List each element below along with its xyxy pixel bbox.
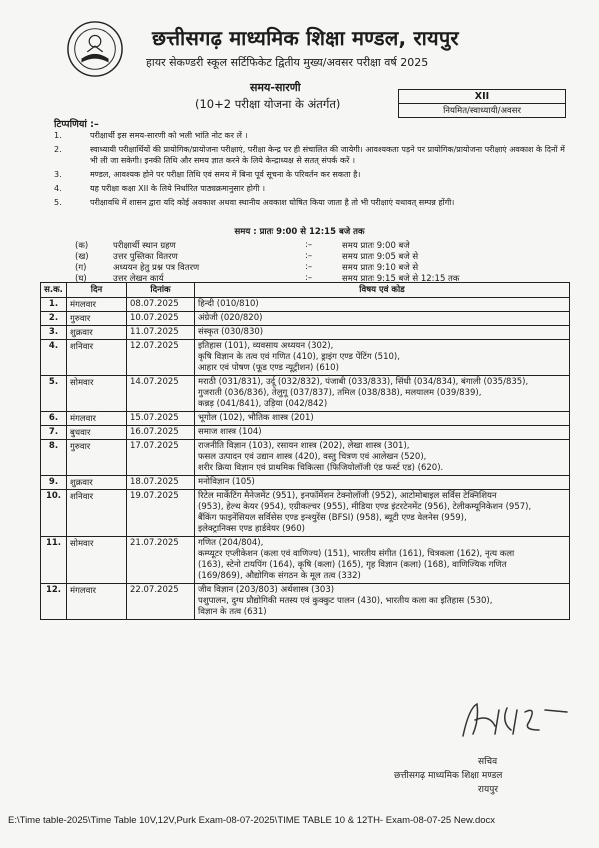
cell-date: 17.07.2025	[127, 440, 195, 476]
activity-name: परीक्षार्थी स्थान ग्रहण	[113, 241, 176, 251]
table-row	[41, 312, 570, 326]
cell-serial: 5.	[41, 376, 67, 412]
notes-list	[54, 130, 569, 211]
cell-date: 14.07.2025	[127, 376, 195, 412]
note-item	[54, 183, 569, 194]
timetable-title: समय-सारणी	[250, 81, 301, 94]
timetable-table	[40, 282, 570, 620]
activity-name: अध्ययन हेतु प्रश्न पत्र वितरण	[113, 263, 200, 273]
cell-subjects	[195, 376, 570, 412]
activity-time: समय प्रातः 9:15 बजे से 12:15 तक	[342, 274, 460, 284]
activity-key: (क)	[75, 241, 89, 251]
note-text: स्वाध्यायी परीक्षार्थियों की प्रायोगिक/प्रायोजना परीक्षाएं, परीक्षा केन्द्र पर ही संचालित की जायेगी। आवश्यकता पड़ने पर प्रायोगिक/प्रायोजना परीक्षाएं अवकाश के दिनों में भी ली जा सकेगी। इनकी तिथि और समय ज्ञात करने के लिये केन्द्राध्यक्ष से सतत् संपर्क करें ।	[90, 145, 565, 165]
cell-day: शुक्रवार	[67, 326, 127, 340]
header-subject: विषय एवं कोड	[195, 283, 570, 298]
cell-subjects	[195, 476, 570, 490]
subject-line: समाज शास्त्र (104)	[198, 427, 262, 437]
activity-dash: :–	[305, 262, 313, 272]
note-number: 3.	[54, 170, 62, 179]
cell-day: सोमवार	[67, 376, 127, 412]
cell-day: गुरुवार	[67, 440, 127, 476]
cell-date: 18.07.2025	[127, 476, 195, 490]
subject-line: शरीर क्रिया विज्ञान एवं प्राथमिक चिकित्सा (फिजियोलॉजी एंड फर्स्ट एड) (620).	[198, 463, 444, 473]
subject-line: बैंकिंग फाइनेंसियल सर्विसेस एण्ड इन्श्युरेंस (BFSI) (958), ब्यूटी एण्ड वेलनेस (959),	[198, 513, 467, 523]
activity-time: समय प्रातः 9:10 बजे से	[342, 263, 419, 273]
subject-line: राजनीति विज्ञान (103), रसायन शास्त्र (202), लेखा शास्त्र (301),	[198, 441, 410, 451]
cell-serial: 2.	[41, 312, 67, 326]
cell-subjects	[195, 298, 570, 312]
cell-date: 11.07.2025	[127, 326, 195, 340]
cell-serial: 4.	[41, 340, 67, 376]
table-row	[41, 298, 570, 312]
cell-day: मंगलवार	[67, 298, 127, 312]
activity-name: उत्तर पुस्तिका वितरण	[113, 252, 178, 262]
board-logo-emblem	[66, 20, 124, 78]
cell-subjects	[195, 440, 570, 476]
cell-date: 21.07.2025	[127, 537, 195, 584]
subject-line: इतिहास (101), व्यवसाय अध्ययन (302),	[198, 341, 334, 351]
activity-key: (घ)	[75, 274, 87, 284]
cell-day: शनिवार	[67, 340, 127, 376]
cell-subjects	[195, 426, 570, 440]
table-row	[41, 584, 570, 620]
subject-line: मराठी (031/831), उर्दू (032/832), पंजाबी (033/833), सिंधी (034/834), बंगाली (035/835),	[198, 377, 529, 387]
note-item	[54, 130, 569, 141]
subject-line: (169/869), औद्योगिक संगठन के मूल तत्व (332)	[198, 571, 361, 581]
note-text: परीक्षावधि में शासन द्वारा यदि कोई अवकाश अथवा स्थानीय अवकाश घोषित किया जाता है तो भी परीक्षाएं यथावत् सम्पन्न होंगी।	[90, 198, 455, 207]
handwritten-signature	[455, 700, 575, 740]
subject-line: फसल उत्पादन एवं उद्यान शास्त्र (420), वस्तु चित्रण एवं आलेखन (520),	[198, 452, 427, 462]
subject-line: भूगोल (102), भौतिक शास्त्र (201)	[198, 413, 314, 423]
category-label: नियमित/स्वाध्यायी/अवसर	[399, 103, 565, 117]
subject-line: अंग्रेजी (020/820)	[198, 313, 263, 323]
subject-line: हिन्दी (010/810)	[198, 299, 259, 309]
table-row	[41, 326, 570, 340]
activity-dash: :–	[305, 240, 313, 250]
cell-subjects	[195, 326, 570, 340]
signatory-organization: छत्तीसगढ़ माध्यमिक शिक्षा मण्डल	[394, 771, 503, 781]
subject-line: आहार एवं पोषण (फूड एण्ड न्यूट्रीशन) (610)	[198, 363, 339, 373]
subject-line: मनोविज्ञान (105)	[198, 477, 255, 487]
subject-line: संस्कृत (030/830)	[198, 327, 264, 337]
cell-subjects	[195, 412, 570, 426]
subject-line: गुजराती (036/836), तेलुगू (037/837), तमिल (038/838), मलयालम (039/839),	[198, 388, 482, 398]
cell-date: 08.07.2025	[127, 298, 195, 312]
activity-dash: :–	[305, 251, 313, 261]
signatory-city: रायपुर	[478, 785, 499, 795]
subject-line: कृषि विज्ञान के तत्व एवं गणित (410), ड्राइंग एण्ड पेंटिंग (510),	[198, 352, 400, 362]
table-row	[41, 537, 570, 584]
cell-subjects	[195, 537, 570, 584]
table-row	[41, 376, 570, 412]
subject-line: कन्नड़ (041/841), उड़िया (042/842)	[198, 399, 328, 409]
exam-title: हायर सेकण्डरी स्कूल सर्टिफिकेट द्वितीय मुख्य/अवसर परीक्षा वर्ष 2025	[146, 56, 429, 69]
note-number: 4.	[54, 184, 62, 193]
cell-serial: 12.	[41, 584, 67, 620]
cell-serial: 8.	[41, 440, 67, 476]
class-box	[398, 89, 566, 118]
cell-date: 10.07.2025	[127, 312, 195, 326]
note-text: मण्डल, आवश्यक होने पर परीक्षा तिथि एवं समय में बिना पूर्व सूचना के परिवर्तन कर सकता है।	[90, 170, 361, 179]
activity-dash: :–	[305, 273, 313, 283]
subject-line: जीव विज्ञान (203/803) अर्थशास्त्र (303)	[198, 585, 335, 595]
cell-date: 19.07.2025	[127, 490, 195, 537]
subject-line: रिटेल मार्केटिंग मैनेजमेंट (951), इनफॉर्मेशन टेक्नोलॉजी (952), आटोमोबाइल सर्विस टेक्निशियन	[198, 491, 497, 501]
note-text: परीक्षार्थी इस समय-सारणी को भली भांति नोट कर लें ।	[90, 131, 248, 140]
table-row	[41, 440, 570, 476]
header-day: दिन	[67, 283, 127, 298]
table-row	[41, 426, 570, 440]
cell-serial: 1.	[41, 298, 67, 312]
class-label: XII	[474, 91, 490, 102]
cell-day: मंगलवार	[67, 412, 127, 426]
cell-day: गुरुवार	[67, 312, 127, 326]
cell-day: बुधवार	[67, 426, 127, 440]
exam-time-line: समय : प्रातः 9:00 से 12:15 बजे तक	[234, 227, 365, 237]
subject-line: (163), स्टेनो टायपिंग (164), कृषि (कला) (165), गृह विज्ञान (कला) (168), वाणिज्यिक गणित	[198, 560, 507, 570]
signatory-role: सचिव	[478, 757, 498, 767]
cell-subjects	[195, 340, 570, 376]
activity-key: (ख)	[75, 252, 89, 262]
cell-subjects	[195, 584, 570, 620]
activity-time: समय प्रातः 9:05 बजे से	[342, 252, 419, 262]
subject-line: विज्ञान के तत्व (631)	[198, 607, 267, 617]
board-name-heading: छत्तीसगढ़ माध्यमिक शिक्षा मण्डल, रायपुर	[152, 26, 459, 50]
table-header-row	[41, 283, 570, 298]
cell-serial: 3.	[41, 326, 67, 340]
activity-key: (ग)	[75, 263, 87, 273]
cell-date: 16.07.2025	[127, 426, 195, 440]
table-row	[41, 340, 570, 376]
cell-serial: 9.	[41, 476, 67, 490]
notes-heading: टिप्पणियां :–	[54, 119, 99, 130]
subject-line: इलेक्ट्रानिक्स एण्ड हार्डवेयर (960)	[198, 524, 305, 534]
cell-subjects	[195, 312, 570, 326]
file-path-footer: E:\Time table-2025\Time Table 10V,12V,Purk Exam-08-07-2025\TIME TABLE 10 & 12TH- Exam-08-07-25 New.docx	[8, 815, 496, 826]
cell-serial: 11.	[41, 537, 67, 584]
cell-date: 15.07.2025	[127, 412, 195, 426]
table-row	[41, 412, 570, 426]
subject-line: कम्प्यूटर एप्लीकेशन (कला एवं वाणिज्य) (151), भारतीय संगीत (161), चित्रकला (162), नृत्य कला	[198, 549, 515, 559]
cell-serial: 6.	[41, 412, 67, 426]
note-number: 1.	[54, 131, 62, 140]
table-row	[41, 476, 570, 490]
note-item	[54, 169, 569, 180]
subject-line: पशुपालन, दुग्ध प्रौद्योगिकी मतस्य एवं कुक्कुट पालन (430), भारतीय कला का इतिहास (530),	[198, 596, 493, 606]
subject-line: (953), हेल्थ केयर (954), एग्रीकल्चर (955), मीडिया एण्ड इंटरटेनमेंट (956), टेलीकम्यूनिकेशन (957),	[198, 502, 532, 512]
note-number: 2.	[54, 145, 62, 154]
scheme-subtitle: (10+2 परीक्षा योजना के अंतर्गत)	[195, 97, 341, 111]
cell-date: 12.07.2025	[127, 340, 195, 376]
cell-day: सोमवार	[67, 537, 127, 584]
subject-line: गणित (204/804),	[198, 538, 264, 548]
header-date: दिनांक	[127, 283, 195, 298]
note-item	[54, 144, 569, 166]
note-item	[54, 197, 569, 208]
table-row	[41, 490, 570, 537]
cell-subjects	[195, 490, 570, 537]
activity-time: समय प्रातः 9:00 बजे	[342, 241, 410, 251]
cell-day: शनिवार	[67, 490, 127, 537]
cell-day: मंगलवार	[67, 584, 127, 620]
cell-day: शुक्रवार	[67, 476, 127, 490]
header-serial: स.क.	[41, 283, 67, 298]
cell-serial: 10.	[41, 490, 67, 537]
cell-date: 22.07.2025	[127, 584, 195, 620]
cell-serial: 7.	[41, 426, 67, 440]
note-text: यह परीक्षा कक्षा XII के लिये निर्धारित पाठ्यक्रमानुसार होगी ।	[90, 184, 266, 193]
note-number: 5.	[54, 198, 62, 207]
activity-name: उत्तर लेखन कार्य	[113, 274, 164, 284]
